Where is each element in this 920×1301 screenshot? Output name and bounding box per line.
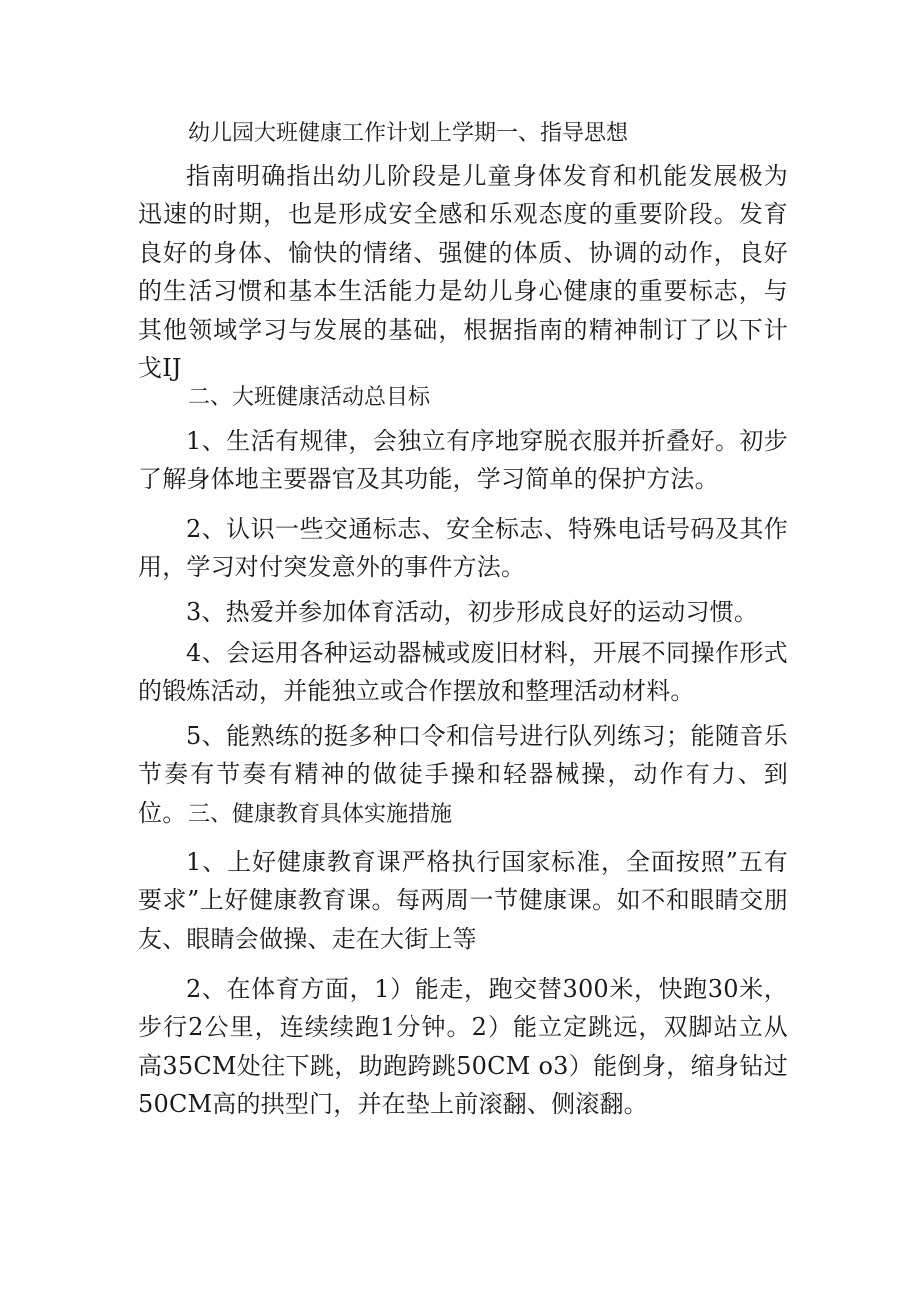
goal-item-3: 3、热爱并参加体育活动，初步形成良好的运动习惯。 — [186, 598, 759, 626]
goal-item-1: 1、生活有规律，会独立有序地穿脱衣服并折叠好。初步了解身体地主要器官及其功能，学习简单的保护方法。 — [138, 427, 788, 494]
measure-item-2: 2、在体育方面，1）能走，跑交替300米，快跑30米，步行2公里，连续续跑1分钟。2）能立定跳远，双脚站立从高35CM处往下跳，助跑跨跳50CM o3）能倒身，缩身钻过50CM高的拱型门，并在垫上前滚翻、侧滚翻。 — [138, 975, 788, 1119]
section-3-heading: 三、健康教育具体实施措施 — [188, 802, 453, 827]
goal-item-2: 2、认识一些交通标志、安全标志、特殊电话号码及其作用，学习对付突发意外的事件方法。 — [138, 515, 788, 582]
goal-item-5: 5、能熟练的挺多种口令和信号进行队列练习；能随音乐节奏有节奏有精神的做徒手操和轻器械操，动作有力、到位。 — [138, 722, 788, 827]
section-2-heading: 二、大班健康活动总目标 — [188, 385, 431, 410]
goal-item-4: 4、会运用各种运动器械或废旧材料，开展不同操作形式的锻炼活动，并能独立或合作摆放和整理活动材料。 — [138, 639, 788, 706]
document-title: 幼儿园大班健康工作计划上学期一、指导思想 — [188, 121, 629, 146]
measure-item-1: 1、上好健康教育课严格执行国家标准，全面按照”五有要求”上好健康教育课。每两周一节健康课。如不和眼睛交朋友、眼睛会做操、走在大街上等 — [138, 848, 788, 953]
intro-paragraph: 指南明确指出幼儿阶段是儿童身体发育和机能发展极为迅速的时期，也是形成安全感和乐观态度的重要阶段。发育良好的身体、愉快的情绪、强健的体质、协调的动作，良好的生活习惯和基本生活能力是幼儿身心健康的重要标志，与其他领域学习与发展的基础，根据指南的精神制订了以下计戈IJ — [138, 162, 788, 383]
